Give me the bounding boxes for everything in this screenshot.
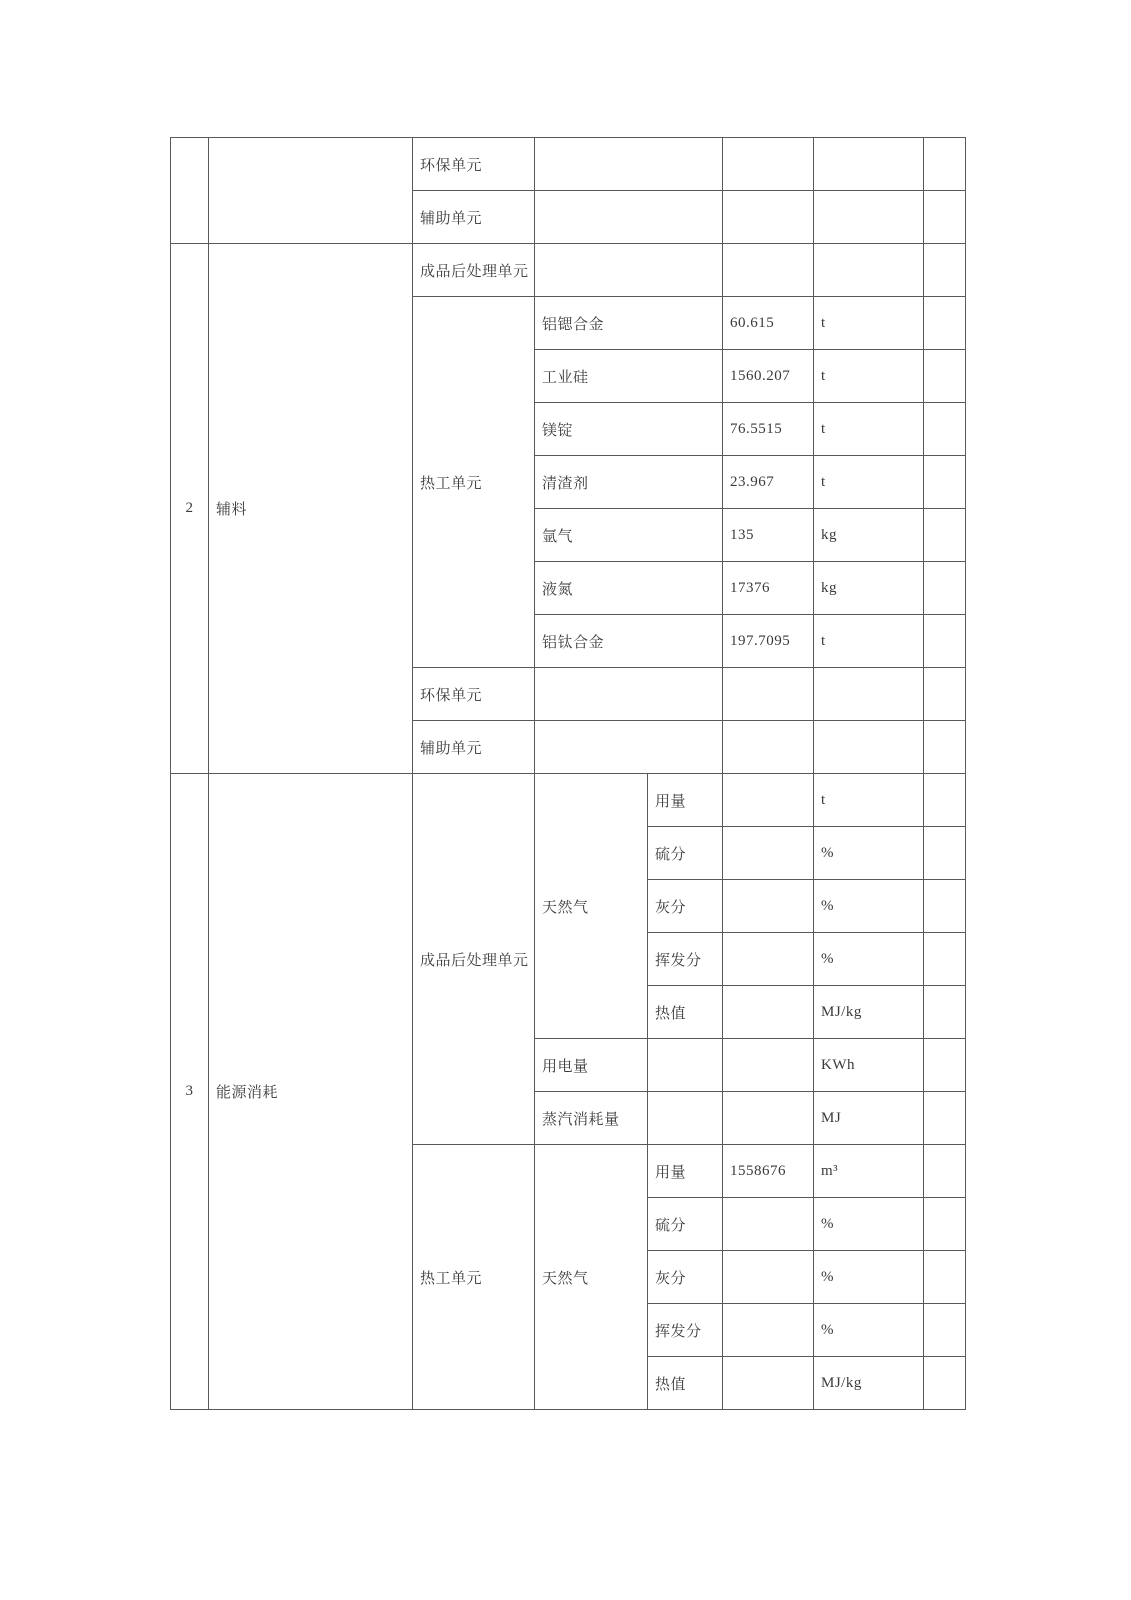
property-cell: 挥发分	[648, 1304, 723, 1357]
unit-cell: 热工单元	[413, 1145, 535, 1410]
value-cell	[723, 721, 814, 774]
measure-unit-cell: t	[814, 615, 924, 668]
value-cell	[723, 1039, 814, 1092]
value-cell	[723, 668, 814, 721]
category-cell: 辅料	[209, 244, 413, 774]
consumption-table	[170, 137, 966, 1410]
remark-cell	[924, 668, 966, 721]
remark-cell	[924, 297, 966, 350]
measure-unit-cell	[814, 721, 924, 774]
property-cell: 用量	[648, 774, 723, 827]
measure-unit-cell: %	[814, 880, 924, 933]
remark-cell	[924, 1251, 966, 1304]
property-cell: 灰分	[648, 1251, 723, 1304]
unit-cell: 环保单元	[413, 138, 535, 191]
measure-unit-cell: t	[814, 350, 924, 403]
remark-cell	[924, 774, 966, 827]
remark-cell	[924, 244, 966, 297]
table-row	[171, 244, 966, 297]
unit-cell: 环保单元	[413, 668, 535, 721]
property-cell: 热值	[648, 986, 723, 1039]
value-cell	[723, 191, 814, 244]
measure-unit-cell: t	[814, 297, 924, 350]
remark-cell	[924, 615, 966, 668]
item-cell: 蒸汽消耗量	[535, 1092, 648, 1145]
item-cell: 工业硅	[535, 350, 723, 403]
value-cell	[723, 880, 814, 933]
measure-unit-cell: KWh	[814, 1039, 924, 1092]
remark-cell	[924, 1198, 966, 1251]
measure-unit-cell: %	[814, 1198, 924, 1251]
unit-cell: 成品后处理单元	[413, 244, 535, 297]
value-cell	[723, 1304, 814, 1357]
item-cell	[535, 244, 723, 297]
remark-cell	[924, 509, 966, 562]
measure-unit-cell: t	[814, 403, 924, 456]
value-cell	[723, 1357, 814, 1410]
value-cell: 23.967	[723, 456, 814, 509]
remark-cell	[924, 191, 966, 244]
category-cell	[209, 138, 413, 244]
measure-unit-cell: %	[814, 1304, 924, 1357]
row-number-cell: 3	[171, 774, 209, 1410]
property-cell: 用量	[648, 1145, 723, 1198]
measure-unit-cell: t	[814, 774, 924, 827]
item-cell: 铝钛合金	[535, 615, 723, 668]
item-cell: 用电量	[535, 1039, 648, 1092]
item-cell: 氩气	[535, 509, 723, 562]
value-cell	[723, 244, 814, 297]
value-cell	[723, 1251, 814, 1304]
item-cell: 天然气	[535, 774, 648, 1039]
value-cell	[723, 933, 814, 986]
measure-unit-cell: MJ/kg	[814, 1357, 924, 1410]
unit-cell: 热工单元	[413, 297, 535, 668]
measure-unit-cell: MJ/kg	[814, 986, 924, 1039]
measure-unit-cell	[814, 244, 924, 297]
property-cell: 热值	[648, 1357, 723, 1410]
measure-unit-cell	[814, 138, 924, 191]
remark-cell	[924, 721, 966, 774]
unit-cell: 成品后处理单元	[413, 774, 535, 1145]
measure-unit-cell: %	[814, 827, 924, 880]
item-cell	[535, 191, 723, 244]
measure-unit-cell: kg	[814, 509, 924, 562]
unit-cell: 辅助单元	[413, 191, 535, 244]
table-row	[171, 774, 966, 827]
value-cell	[723, 1092, 814, 1145]
property-cell	[648, 1039, 723, 1092]
measure-unit-cell	[814, 191, 924, 244]
property-cell: 硫分	[648, 827, 723, 880]
row-number-cell	[171, 138, 209, 244]
item-cell: 清渣剂	[535, 456, 723, 509]
unit-cell: 辅助单元	[413, 721, 535, 774]
value-cell: 60.615	[723, 297, 814, 350]
measure-unit-cell: %	[814, 933, 924, 986]
remark-cell	[924, 350, 966, 403]
item-cell	[535, 138, 723, 191]
remark-cell	[924, 1039, 966, 1092]
remark-cell	[924, 403, 966, 456]
value-cell	[723, 986, 814, 1039]
value-cell: 17376	[723, 562, 814, 615]
value-cell: 135	[723, 509, 814, 562]
measure-unit-cell: m³	[814, 1145, 924, 1198]
value-cell: 76.5515	[723, 403, 814, 456]
property-cell: 挥发分	[648, 933, 723, 986]
category-cell: 能源消耗	[209, 774, 413, 1410]
table-row	[171, 138, 966, 191]
value-cell	[723, 827, 814, 880]
remark-cell	[924, 986, 966, 1039]
item-cell: 铝锶合金	[535, 297, 723, 350]
item-cell: 天然气	[535, 1145, 648, 1410]
remark-cell	[924, 456, 966, 509]
value-cell: 1560.207	[723, 350, 814, 403]
value-cell: 1558676	[723, 1145, 814, 1198]
measure-unit-cell: t	[814, 456, 924, 509]
item-cell	[535, 721, 723, 774]
remark-cell	[924, 1357, 966, 1410]
row-number-cell: 2	[171, 244, 209, 774]
measure-unit-cell: %	[814, 1251, 924, 1304]
remark-cell	[924, 562, 966, 615]
item-cell: 镁锭	[535, 403, 723, 456]
property-cell: 灰分	[648, 880, 723, 933]
remark-cell	[924, 827, 966, 880]
measure-unit-cell: MJ	[814, 1092, 924, 1145]
item-cell: 液氮	[535, 562, 723, 615]
property-cell	[648, 1092, 723, 1145]
remark-cell	[924, 1092, 966, 1145]
property-cell: 硫分	[648, 1198, 723, 1251]
value-cell	[723, 774, 814, 827]
remark-cell	[924, 933, 966, 986]
remark-cell	[924, 138, 966, 191]
remark-cell	[924, 1145, 966, 1198]
value-cell: 197.7095	[723, 615, 814, 668]
measure-unit-cell	[814, 668, 924, 721]
value-cell	[723, 138, 814, 191]
measure-unit-cell: kg	[814, 562, 924, 615]
value-cell	[723, 1198, 814, 1251]
item-cell	[535, 668, 723, 721]
remark-cell	[924, 880, 966, 933]
remark-cell	[924, 1304, 966, 1357]
